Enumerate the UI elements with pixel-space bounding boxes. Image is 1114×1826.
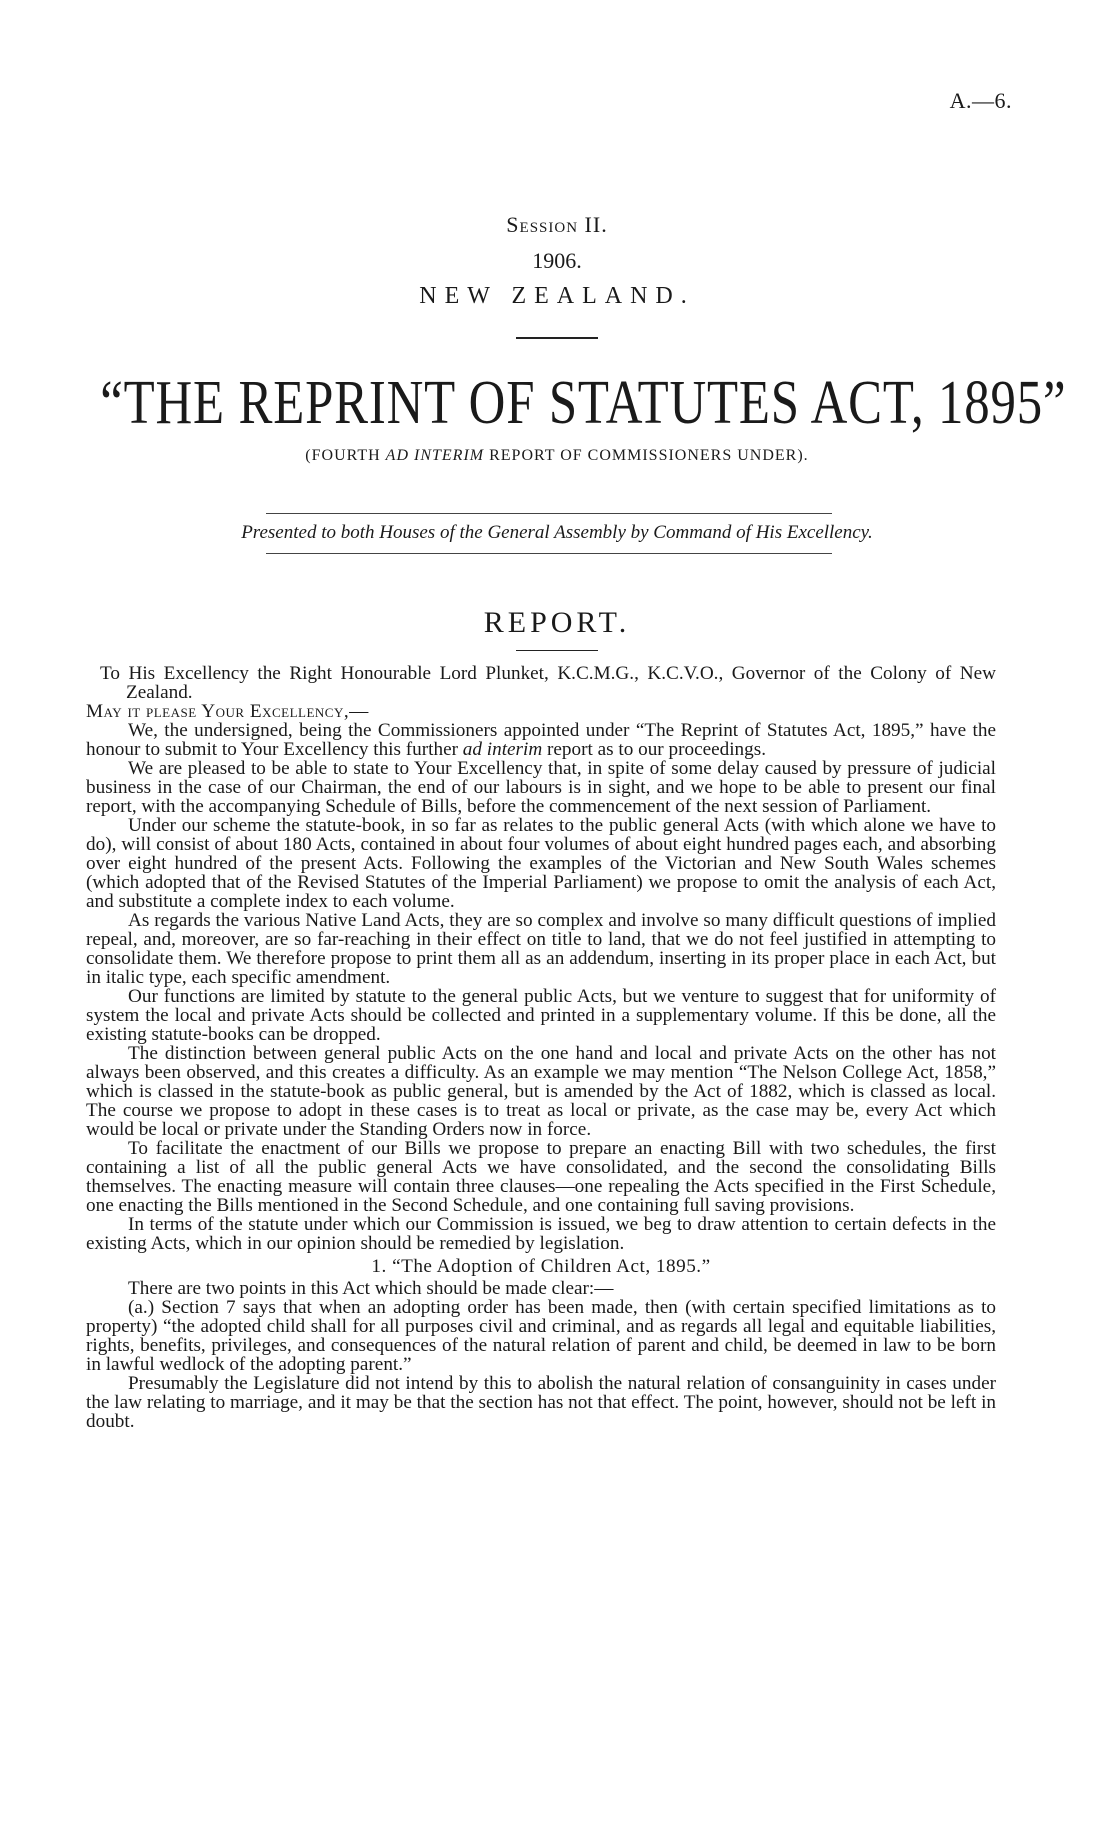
paragraph-3: Under our scheme the statute-book, in so far as relates to the public general Acts (with which alone we have to do), will consist of about 180 Acts, contained in about four volumes of about eight hundred pages each, and absorbing over eight hundred of the present Acts. Following the examples of the Victorian and New South Wales schemes (which adopted that of the Revised Statutes of the Imperial Parliament) we propose to omit the analysis of each Act, and substitute a complete index to each volume. (86, 815, 996, 912)
document-title: “THE REPRINT OF STATUTES ACT, 1895” (100, 369, 1067, 437)
paragraph-8: In terms of the statute under which our Commission is issued, we beg to draw attention to certain defects in the existing Acts, which in our opinion should be remedied by legislation. (86, 1214, 996, 1254)
report-heading-rule (516, 650, 598, 651)
paragraph-9: There are two points in this Act which should be made clear:— (128, 1278, 614, 1299)
paragraph-6: The distinction between general public Acts on the one hand and local and private Acts on the other has not always been observed, and this creates a difficulty. As an example we may mention “The Nelson College Act, 1858,” which is classed in the statute-book as public general, but is amended by the Act of 1882, which is classed as local. The course we propose to adopt in these cases is to treat as local or private, as the case may be, every Act which would be local or private under the Standing Orders now in force. (86, 1043, 996, 1140)
paragraph-1 (86, 721, 996, 759)
year-label: 1906. (532, 248, 582, 273)
session-label: Session II. (506, 212, 608, 237)
address-paragraph: To His Excellency the Right Honourable Lord Plunket, K.C.M.G., K.C.V.O., Governor of the Colony of New Zealand. (100, 663, 996, 703)
paragraph-2: We are pleased to be able to state to Your Excellency that, in spite of some delay caused by pressure of judicial business in the case of our Chairman, the end of our labours is in sight, and we hope to be able to present our final report, with the accompanying Schedule of Bills, before the commencement of the next session of Parliament. (86, 758, 996, 817)
paragraph-4: As regards the various Native Land Acts, they are so complex and involve so many difficult questions of implied repeal, and, moreover, are so far-reaching in their effect on title to land, that we do not feel justified in attempting to consolidate them. We therefore propose to print them all as an addendum, inserting in its proper place in each Act, but in italic type, each specific amendment. (86, 910, 996, 988)
paragraph-11: Presumably the Legislature did not intend by this to abolish the natural relation of consanguinity in cases under the law relating to marriage, and it may be that the section has not that effect. The point, however, should not be left in doubt. (86, 1373, 996, 1432)
paragraph-1-italic-text: ad interim (462, 739, 543, 760)
subtitle-italic-text: AD INTERIM (385, 447, 485, 464)
masthead-divider (516, 337, 598, 339)
paragraph-5: Our functions are limited by statute to the general public Acts, but we venture to suggest that for uniformity of system the local and private Acts should be collected and printed in a supplementary volume. If this be done, all the existing statute-books can be dropped. (86, 986, 996, 1045)
report-body (86, 664, 996, 1431)
presented-line: Presented to both Houses of the General Assembly by Command of His Excellency. (241, 522, 873, 543)
report-heading: REPORT. (483, 606, 631, 639)
salutation: May it please Your Excellency,— (86, 701, 369, 722)
section-heading: 1. “The Adoption of Children Act, 1895.” (371, 1256, 711, 1277)
paragraph-10: (a.) Section 7 says that when an adopting order has been made, then (with certain specified limitations as to property) “the adopted child shall for all purposes civil and criminal, and as regards all legal and equitable liabilities, rights, benefits, privileges, and consequences of the natural relation of parent and child, be deemed in law to be born in lawful wedlock of the adopting parent.” (86, 1297, 996, 1375)
paragraph-1-text-end: report as to our proceedings. (542, 739, 766, 760)
paragraph-7: To facilitate the enactment of our Bills we propose to prepare an enacting Bill with two schedules, the first containing a list of all the public general Acts we have consolidated, and the second the consolidating Bills themselves. The enacting measure will contain three clauses—one repealing the Acts specified in the First Schedule, one enacting the Bills mentioned in the Second Schedule, and one containing full saving provisions. (86, 1138, 996, 1216)
paper-number: A.—6. (949, 88, 1012, 113)
country-label: NEW ZEALAND. (419, 283, 695, 309)
presented-bottom-rule (266, 553, 832, 554)
subtitle-text-start: (FOURTH (305, 447, 386, 464)
subtitle-text-end: REPORT OF COMMISSIONERS UNDER). (484, 447, 809, 464)
presented-top-rule (266, 513, 832, 514)
document-subtitle (0, 447, 1114, 465)
paragraph-1-text-start: We, the undersigned, being the Commissioners appointed under “The Reprint of Statutes Act, 1895,” have the honour to submit to Your Excellency this further (86, 720, 996, 760)
